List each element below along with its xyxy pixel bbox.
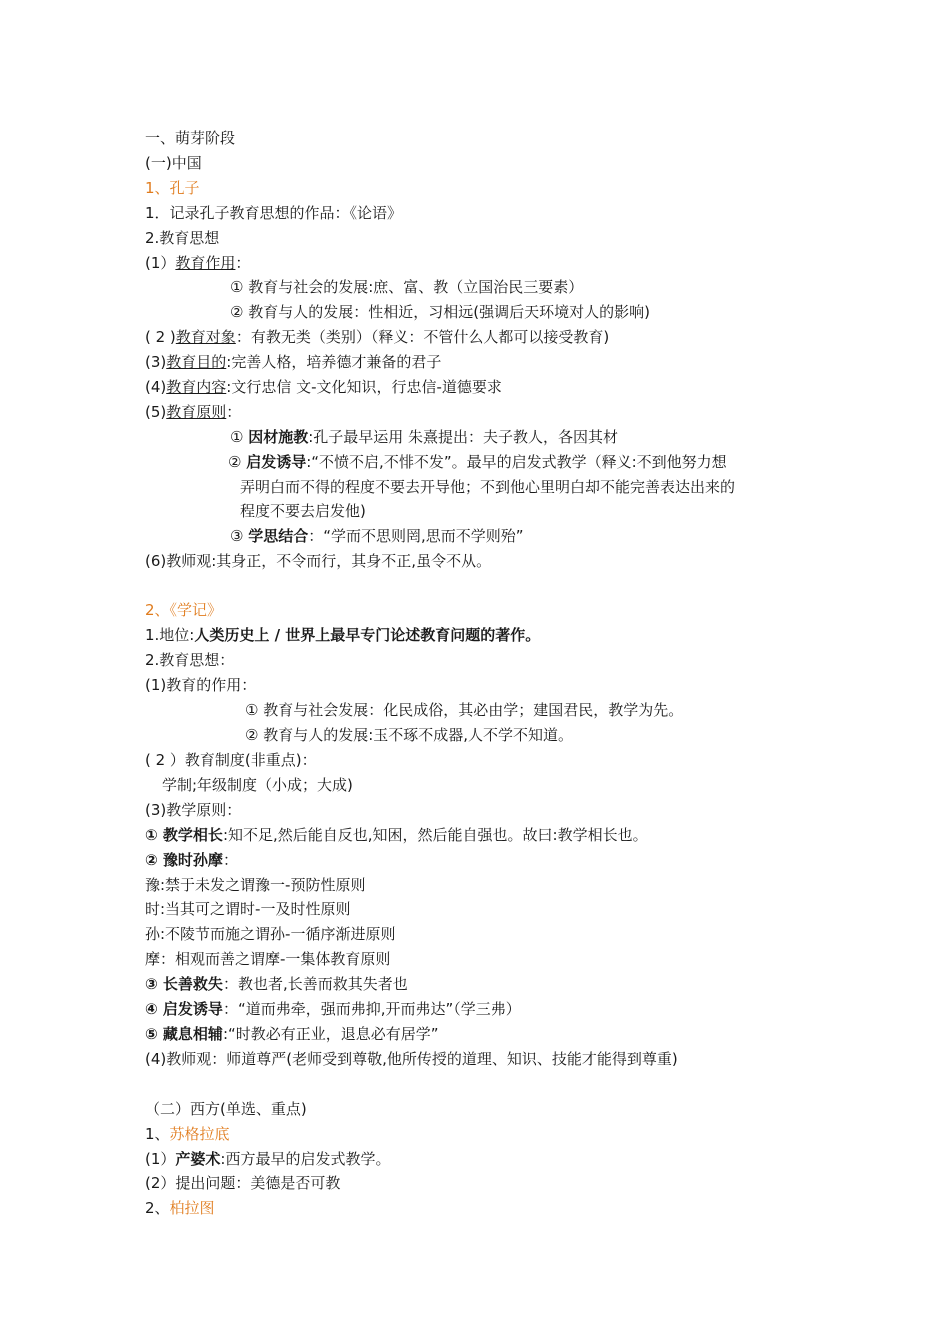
principle-yu: 豫:禁于未发之谓豫一-预防性原则	[145, 876, 366, 894]
principle-item-3	[230, 526, 524, 546]
teaching-principle-3-label: ③ 长善救失	[145, 975, 223, 993]
principle-1-text: :孔子最早运用 朱熹提出：夫子教人，各因其材	[308, 428, 619, 446]
goal-line	[145, 352, 441, 372]
principle-1-num: ①	[230, 428, 249, 446]
xueji-role: (1)教育的作用：	[145, 676, 257, 694]
teaching-principle-4-label: ④ 启发诱导	[145, 1000, 223, 1018]
principle-prefix: (5)	[145, 403, 167, 421]
confucius-work: 1．记录孔子教育思想的作品：《论语》	[145, 204, 403, 222]
teaching-principle-4	[145, 999, 521, 1019]
teaching-principle-3-text: ：教也者,长善而救其失者也	[222, 975, 408, 993]
teaching-principle-2-label: ② 豫时孙摩	[145, 851, 223, 869]
midwife-method	[145, 1149, 390, 1169]
role-line	[145, 253, 250, 273]
principle-3-num: ③	[230, 527, 249, 545]
plato-num: 2、	[145, 1199, 170, 1217]
teaching-principle-2	[145, 850, 238, 870]
confucius-heading: 1、孔子	[145, 179, 200, 197]
plato-heading	[145, 1198, 215, 1218]
goal-text: :完善人格，培养德才兼备的君子	[226, 353, 442, 371]
xueji-status-text: 人类历史上 / 世界上最早专门论述教育问题的著作。	[194, 626, 541, 644]
principle-3-label: 学思结合	[248, 527, 309, 545]
principle-line	[145, 402, 241, 422]
west-heading: （二）西方(单选、重点)	[145, 1100, 307, 1118]
plato-name: 柏拉图	[169, 1199, 215, 1217]
principle-sun: 孙:不陵节而施之谓孙-一循序渐进原则	[145, 925, 396, 943]
principle-suffix: ：	[226, 403, 242, 421]
principle-item-2-line-2: 弄明白而不得的程度不要去开导他；不到他心里明白却不能完善表达出来的	[240, 478, 736, 496]
role-label: 教育作用	[175, 254, 236, 272]
teaching-principle-3	[145, 974, 408, 994]
socrates-question: (2）提出问题：美德是否可教	[145, 1174, 341, 1192]
midwife-label: 产婆术	[175, 1150, 221, 1168]
goal-prefix: (3)	[145, 353, 167, 371]
teaching-principle-5-text: :“时教必有正业，退息必有居学”	[222, 1025, 439, 1043]
xueji-status	[145, 625, 540, 645]
object-label: 教育对象	[175, 328, 236, 346]
confucius-teacher-view: (6)教师观:其身正，不令而行，其身不正,虽令不从。	[145, 552, 492, 570]
principle-1-label: 因材施教	[248, 428, 309, 446]
socrates-name: 苏格拉底	[169, 1125, 230, 1143]
role-suffix: ：	[235, 254, 251, 272]
xueji-role-2: ② 教育与人的发展:玉不琢不成器,人不学不知道。	[245, 726, 574, 744]
content-line	[145, 377, 502, 397]
midwife-prefix: (1）	[145, 1150, 176, 1168]
principle-mo: 摩：相观而善之谓摩-一集体教育原则	[145, 950, 391, 968]
xueji-heading: 2、《学记》	[145, 601, 223, 619]
principle-item-2-line-3: 程度不要去启发他)	[240, 502, 366, 520]
stage-title: 一、萌芽阶段	[145, 129, 236, 147]
principle-2-num: ②	[228, 453, 247, 471]
object-text: ：有教无类（类别）（释义：不管什么人都可以接受教育)	[235, 328, 610, 346]
content-text: :文行忠信 文-文化知识，行忠信-道德要求	[226, 378, 502, 396]
goal-label: 教育目的	[166, 353, 227, 371]
xueji-system-detail: 学制;年级制度（小成；大成)	[162, 776, 353, 794]
xueji-role-1: ① 教育与社会发展：化民成俗，其必由学；建国君民，教学为先。	[245, 701, 684, 719]
principle-2-text: :“不愤不启,不悱不发”。最早的启发式教学（释义:不到他努力想	[306, 453, 727, 471]
content-label: 教育内容	[166, 378, 227, 396]
xueji-principle: (3)教学原则：	[145, 801, 242, 819]
midwife-text: :西方最早的启发式教学。	[220, 1150, 391, 1168]
principle-item-1	[230, 427, 618, 447]
china-heading: (一)中国	[145, 154, 202, 172]
role-item-2: ② 教育与人的发展：性相近，习相远(强调后天环境对人的影响)	[230, 303, 650, 321]
teaching-principle-5-label: ⑤ 藏息相辅	[145, 1025, 223, 1043]
socrates-heading	[145, 1124, 230, 1144]
principle-item-2	[228, 452, 727, 472]
xueji-teacher-view: (4)教师观：师道尊严(老师受到尊敬,他所传授的道理、知识、技能才能得到尊重)	[145, 1050, 678, 1068]
xueji-thought: 2.教育思想：	[145, 651, 235, 669]
xueji-system: ( 2 ）教育制度(非重点)：	[145, 751, 317, 769]
teaching-principle-2-text: ：	[222, 851, 238, 869]
teaching-principle-1-label: ① 教学相长	[145, 826, 223, 844]
teaching-principle-4-text: ：“道而弗牵，强而弗抑,开而弗达”（学三弗）	[222, 1000, 521, 1018]
teaching-principle-1	[145, 825, 648, 845]
content-prefix: (4)	[145, 378, 167, 396]
principle-shi: 时:当其可之谓时-一及时性原则	[145, 900, 351, 918]
teaching-principle-1-text: :知不足,然后能自反也,知困，然后能自强也。故曰:教学相长也。	[222, 826, 648, 844]
principle-2-label: 启发诱导	[246, 453, 307, 471]
principle-label: 教育原则	[166, 403, 227, 421]
principle-3-text: ：“学而不思则罔,思而不学则殆”	[308, 527, 524, 545]
role-prefix: (1）	[145, 254, 176, 272]
socrates-num: 1、	[145, 1125, 170, 1143]
object-prefix: ( 2 )	[145, 328, 176, 346]
object-line	[145, 327, 609, 347]
role-item-1: ① 教育与社会的发展:庶、富、教（立国治民三要素）	[230, 278, 584, 296]
confucius-thought: 2.教育思想	[145, 229, 220, 247]
xueji-status-prefix: 1.地位:	[145, 626, 195, 644]
teaching-principle-5	[145, 1024, 439, 1044]
